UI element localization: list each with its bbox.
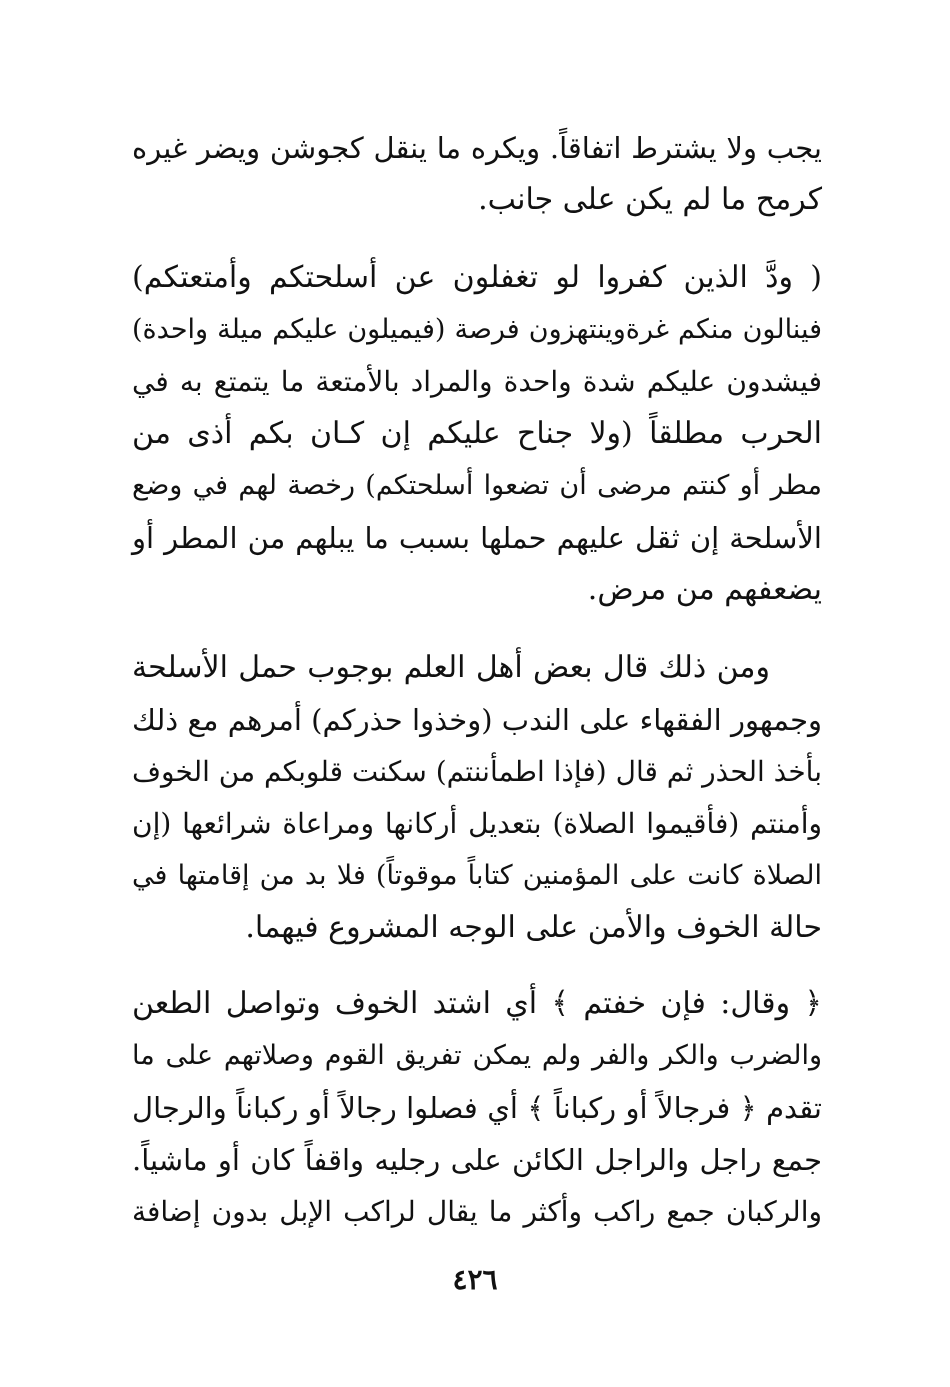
text-line: ﴿ وقال: فإن خفتم ﴾ أي اشتد الخوف وتواصل الطعن: [132, 986, 822, 1021]
paragraph-1: [132, 122, 822, 226]
paragraph-3: [132, 642, 822, 954]
text-line: والركبان جمع راكب وأكثر ما يقال لراكب الإبل بدون إضافة: [132, 1195, 822, 1228]
text-line: الحرب مطلقاً (ولا جناح عليكم إن كـان بكم أذى من: [132, 416, 822, 451]
text-line: تقدم ﴿ فرجالاً أو ركباناً ﴾ أي فصلوا رجالاً أو ركباناً والرجال: [132, 1091, 822, 1125]
text-line: يضعفهم من مرض.: [587, 572, 822, 607]
text-line: ( ودَّ الذين كفروا لو تغفلون عن أسلحتكم وأمتعتكم): [132, 260, 822, 295]
text-line: حالة الخوف والأمن على الوجه المشروع فيهما.: [245, 910, 822, 945]
text-line: الصلاة كانت على المؤمنين كتاباً موقوتاً) فلا بد من إقامتها في: [132, 860, 822, 891]
text-line: وأمنتم (فأقيموا الصلاة) بتعديل أركانها ومراعاة شرائعها (إن: [132, 807, 822, 840]
paragraph-4: [132, 978, 822, 1238]
text-line: الأسلحة إن ثقل عليهم حملها بسبب ما يبلهم من المطر أو: [132, 521, 822, 555]
text-line: فيشدون عليكم شدة واحدة والمراد بالأمتعة ما يتمتع به في: [132, 365, 822, 398]
text-line: ومن ذلك قال بعض أهل العلم بوجوب حمل الأسلحة: [132, 650, 770, 685]
text-line: مطر أو كنتم مرضى أن تضعوا أسلحتكم) رخصة لهم في وضع: [132, 470, 822, 501]
text-line: بأخذ الحذر ثم قال (فإذا اطمأننتم) سكنت قلوبكم من الخوف: [132, 755, 822, 788]
text-line: وجمهور الفقهاء على الندب (وخذوا حذركم) أمرهم مع ذلك: [132, 703, 822, 737]
text-line: كرمح ما لم يكن على جانب.: [478, 182, 822, 217]
page-number: ٤٢٦: [452, 1263, 498, 1296]
text-line: يجب ولا يشترط اتفاقاً. ويكره ما ينقل كجوشن ويضر غيره: [132, 131, 822, 165]
text-line: والضرب والكر والفر ولم يمكن تفريق القوم وصلاتهم على ما: [132, 1040, 822, 1071]
paragraph-2: [132, 252, 822, 616]
text-line: فينالون منكم غرةوينتهزون فرصة (فيميلون عليكم ميلة واحدة): [132, 314, 822, 345]
text-line: جمع راجل والراجل الكائن على رجليه واقفاً كان أو ماشياً.: [132, 1143, 822, 1177]
